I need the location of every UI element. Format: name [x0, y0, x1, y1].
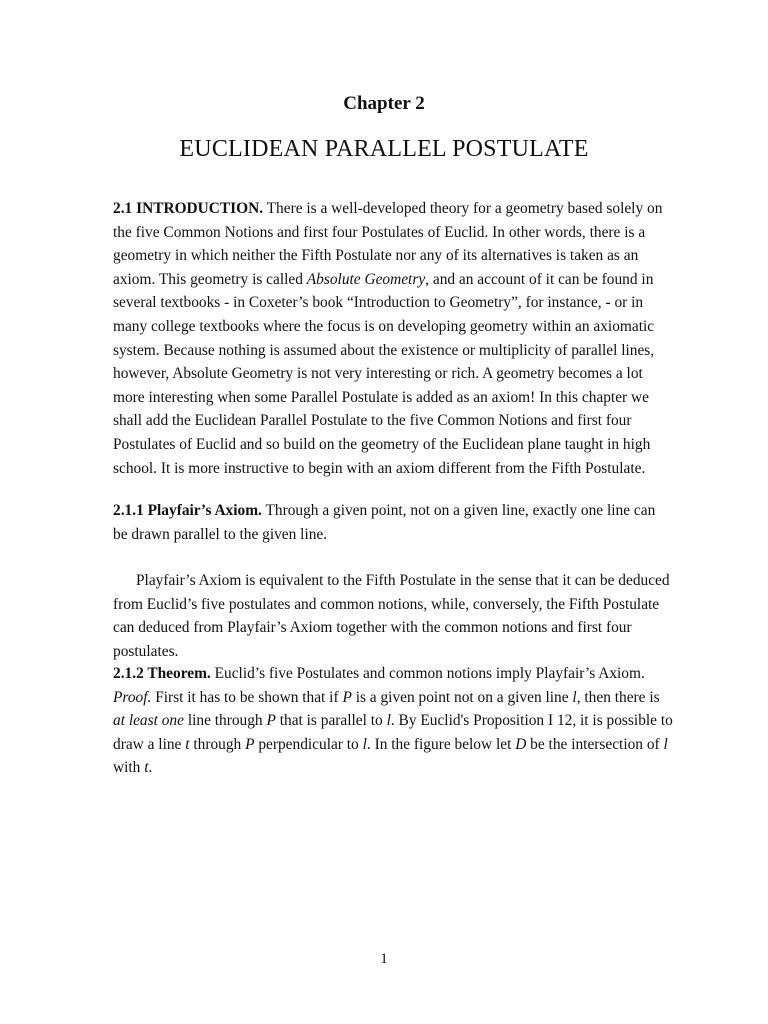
- proof-text: that is parallel to: [275, 712, 387, 730]
- math-var: l: [663, 735, 668, 753]
- proof-text: . By Euclid's Proposition I 12, it is possible to draw a line: [113, 712, 673, 753]
- playfair-heading: 2.1.1 Playfair’s Axiom.: [113, 502, 262, 519]
- equivalence-section: [113, 569, 673, 663]
- page-number: 1: [380, 951, 388, 967]
- theorem-section: [113, 662, 673, 780]
- math-var: D: [515, 735, 527, 753]
- proof-text: . In the figure below let: [366, 735, 516, 753]
- playfair-section: [113, 499, 673, 546]
- proof-text: perpendicular to: [254, 735, 363, 753]
- math-var: l: [572, 688, 577, 706]
- chapter-title: EUCLIDEAN PARALLEL POSTULATE: [179, 136, 589, 162]
- math-var: l: [362, 735, 367, 753]
- proof-text: with: [113, 759, 145, 777]
- proof-text: .: [148, 759, 153, 777]
- math-var: t: [144, 759, 149, 777]
- intro-paragraph: [113, 197, 673, 480]
- math-var: P: [342, 688, 352, 706]
- intro-text-1: There is a well-developed theory for a geometry based solely on the five Common Notions and first four Postulates of Euclid. In other words, there is a geometry in which neither the Fifth Postulate nor any of its alternatives is taken as an axiom. This geometry is called: [113, 200, 663, 288]
- math-var: t: [185, 735, 190, 753]
- intro-text-2: , and an account of it can be found in several textbooks - in Coxeter’s book “Introduction to Geometry”, for instance, - or in many college textbooks where the focus is on developing geometry within an axiomatic system. Because nothing is assumed about the existence or multiplicity of parallel lines, however, Absolute Geometry is not very interesting or rich. A geometry becomes a lot more interesting when some Parallel Postulate is added as an axiom! In this chapter we shall add the Euclidean Parallel Postulate to the five Common Notions and first four Postulates of Euclid and so build on the geometry of the Euclidean plane taught in high school. It is more instructive to begin with an axiom different from the Fifth Postulate.: [113, 270, 655, 477]
- intro-section: [113, 197, 673, 480]
- equivalence-paragraph: Playfair’s Axiom is equivalent to the Fifth Postulate in the sense that it can be deduced from Euclid’s five postulates and common notions, while, conversely, the Fifth Postulate can deduced from Playfair’s Axiom together with the common notions and first four postulates.: [113, 572, 670, 660]
- math-var: P: [266, 712, 276, 730]
- proof-text: be the intersection of: [526, 735, 664, 753]
- theorem-statement: [113, 662, 673, 686]
- proof-label: Proof.: [113, 688, 152, 706]
- proof-text: First it has to be shown that if: [151, 688, 343, 706]
- proof-text: , then there is: [576, 688, 660, 706]
- theorem-text: Euclid’s five Postulates and common notions imply Playfair’s Axiom.: [210, 665, 645, 682]
- proof-text: line through: [183, 712, 267, 730]
- proof-text: through: [189, 735, 246, 753]
- playfair-paragraph: [113, 499, 673, 546]
- chapter-label: Chapter 2: [343, 93, 425, 114]
- theorem-heading: 2.1.2 Theorem.: [113, 665, 211, 682]
- playfair-text: Through a given point, not on a given line, exactly one line can be drawn parallel to the given line.: [113, 502, 656, 543]
- proof-emphasis: at least one: [113, 712, 184, 730]
- proof-paragraph: [113, 686, 673, 780]
- math-var: P: [245, 735, 255, 753]
- intro-heading: 2.1 INTRODUCTION.: [113, 200, 264, 217]
- math-var: l: [386, 712, 391, 730]
- proof-text: is a given point not on a given line: [351, 688, 573, 706]
- intro-emphasis: Absolute Geometry: [306, 270, 426, 288]
